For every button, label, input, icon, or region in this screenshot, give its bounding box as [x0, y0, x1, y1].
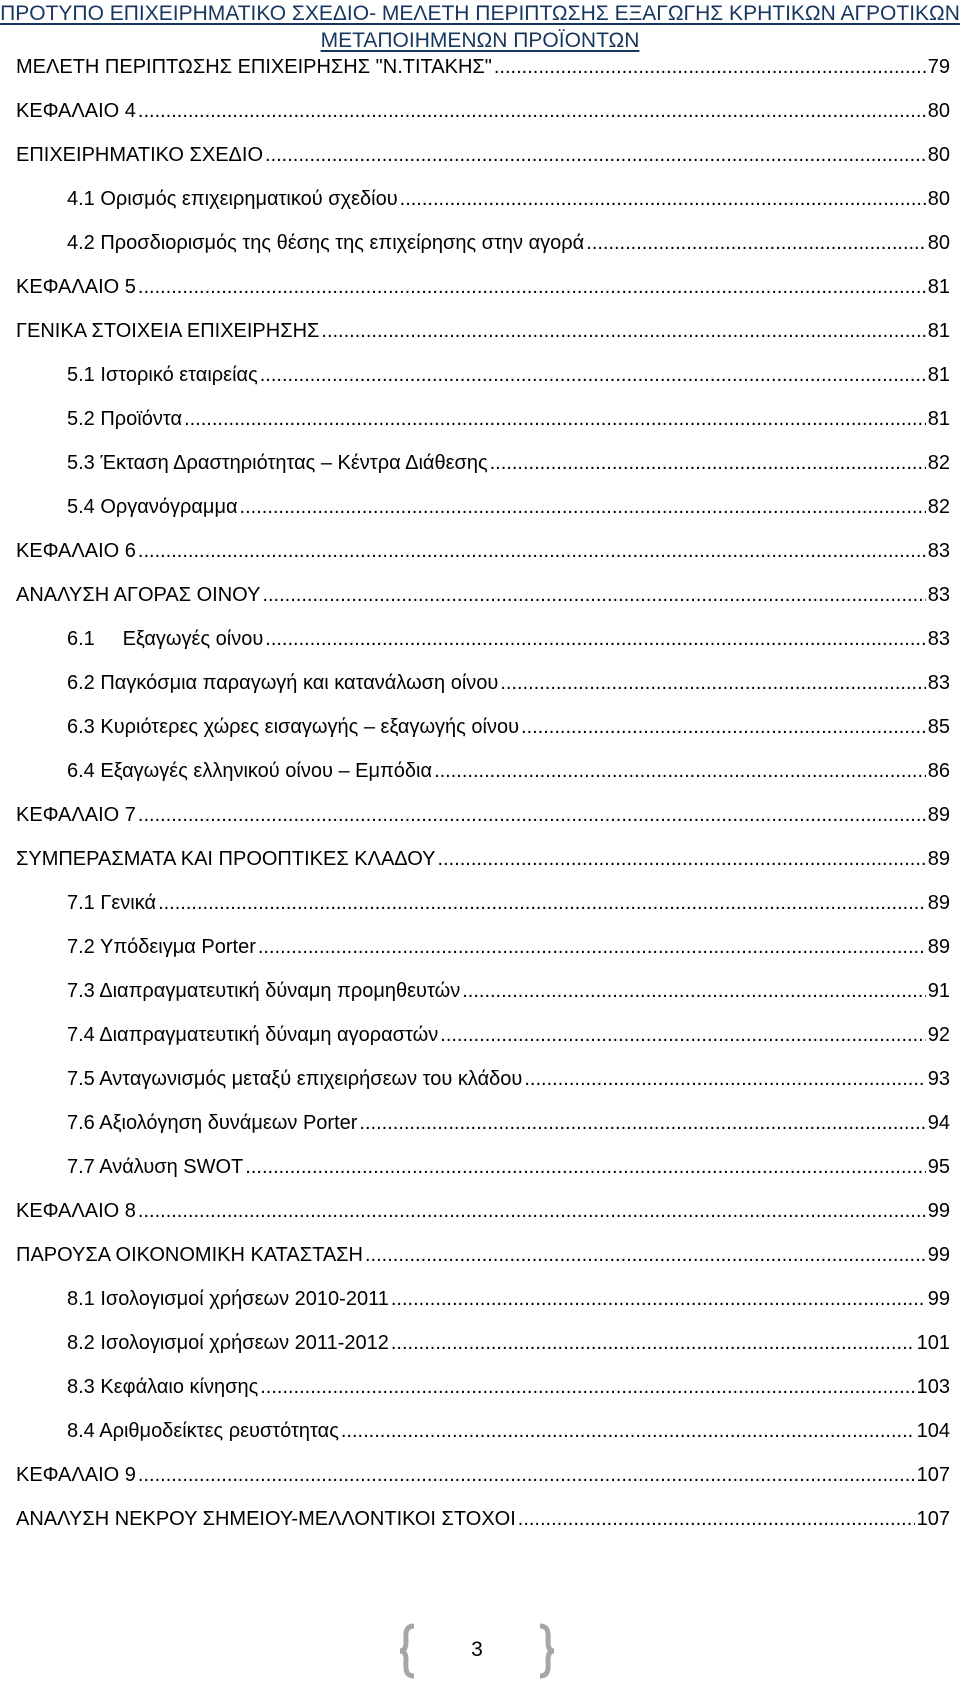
toc-leader-dots — [245, 1153, 925, 1181]
toc-entry-title: 8.1 Ισολογισμοί χρήσεων 2010-2011 — [67, 1288, 389, 1310]
toc-entry-page: 92 — [927, 1024, 950, 1046]
toc-entry-7-1[interactable] — [16, 889, 950, 933]
toc-entry-title: 6.3 Κυριότερες χώρες εισαγωγής – εξαγωγής οίνου — [67, 716, 520, 738]
toc-leader-dots — [518, 1505, 915, 1533]
toc-entry-page: 81 — [927, 408, 950, 430]
toc-entry-page: 94 — [927, 1112, 950, 1134]
toc-entry-wine-market[interactable] — [16, 581, 950, 625]
toc-entry-title: 7.7 Ανάλυση SWOT — [67, 1156, 244, 1178]
toc-leader-dots — [586, 229, 926, 257]
toc-leader-dots — [437, 845, 925, 873]
toc-leader-dots — [462, 977, 926, 1005]
toc-entry-8-4[interactable] — [16, 1417, 950, 1461]
toc-entry-title: 8.2 Ισολογισμοί χρήσεων 2011-2012 — [67, 1332, 389, 1354]
toc-entry-page: 99 — [927, 1244, 950, 1266]
toc-leader-dots — [260, 1373, 914, 1401]
toc-entry-company-info[interactable] — [16, 317, 950, 361]
toc-entry-title: 5.1 Ιστορικό εταιρείας — [67, 364, 258, 386]
toc-entry-conclusions[interactable] — [16, 845, 950, 889]
toc-entry-page: 95 — [927, 1156, 950, 1178]
toc-entry-financial-status[interactable] — [16, 1241, 950, 1285]
toc-entry-title: ΚΕΦΑΛΑΙΟ 9 — [16, 1464, 136, 1486]
toc-leader-dots — [262, 581, 925, 609]
toc-entry-title: ΚΕΦΑΛΑΙΟ 4 — [16, 100, 136, 122]
toc-entry-page: 83 — [927, 540, 950, 562]
toc-entry-7-3[interactable] — [16, 977, 950, 1021]
toc-leader-dots — [138, 1461, 915, 1489]
toc-entry-title: 6.4 Εξαγωγές ελληνικού οίνου – Εμπόδια — [67, 760, 433, 782]
toc-entry-page: 86 — [927, 760, 950, 782]
toc-entry-title: 8.3 Κεφάλαιο κίνησης — [67, 1376, 259, 1398]
toc-entry-5-4[interactable] — [16, 493, 950, 537]
toc-leader-dots — [184, 405, 926, 433]
toc-leader-dots — [490, 449, 926, 477]
toc-leader-dots — [321, 317, 925, 345]
header-title-line-1: ΠΡΟΤΥΠΟ ΕΠΙΧΕΙΡΗΜΑΤΙΚΟ ΣΧΕΔΙΟ- ΜΕΛΕΤΗ ΠΕΡΙΠΤΩΣΗΣ ΕΞΑΓΩΓΗΣ ΚΡΗΤΙΚΩΝ ΑΓΡΟΤΙΚΩΝ — [0, 2, 960, 25]
toc-entry-chapter-8[interactable] — [16, 1197, 950, 1241]
toc-entry-page: 80 — [927, 188, 950, 210]
toc-entry-title: ΜΕΛΕΤΗ ΠΕΡΙΠΤΩΣΗΣ ΕΠΙΧΕΙΡΗΣΗΣ "Ν.ΤΙΤΑΚΗΣ" — [16, 56, 492, 78]
toc-entry-title: ΣΥΜΠΕΡΑΣΜΑΤΑ ΚΑΙ ΠΡΟΟΠΤΙΚΕΣ ΚΛΑΔΟΥ — [16, 848, 436, 870]
toc-leader-dots — [391, 1285, 926, 1313]
toc-leader-dots — [158, 889, 926, 917]
toc-entry-6-2[interactable] — [16, 669, 950, 713]
toc-entry-title: 6.2 Παγκόσμια παραγωγή και κατανάλωση οίνου — [67, 672, 499, 694]
toc-entry-chapter-9[interactable] — [16, 1461, 950, 1505]
toc-entry-title: 7.2 Υπόδειγμα Porter — [67, 936, 256, 958]
toc-entry-7-6[interactable] — [16, 1109, 950, 1153]
toc-leader-dots — [440, 1021, 925, 1049]
toc-entry-title: 7.3 Διαπραγματευτική δύναμη προμηθευτών — [67, 980, 461, 1002]
toc-entry-title: ΑΝΑΛΥΣΗ ΝΕΚΡΟΥ ΣΗΜΕΙΟΥ-ΜΕΛΛΟΝΤΙΚΟΙ ΣΤΟΧΟΙ — [16, 1508, 516, 1530]
toc-entry-page: 103 — [916, 1376, 950, 1398]
toc-entry-7-7[interactable] — [16, 1153, 950, 1197]
page-footer — [398, 1622, 556, 1680]
page-header — [0, 0, 960, 54]
toc-entry-page: 89 — [927, 804, 950, 826]
toc-leader-dots — [400, 185, 926, 213]
toc-entry-title: ΚΕΦΑΛΑΙΟ 6 — [16, 540, 136, 562]
toc-entry-8-1[interactable] — [16, 1285, 950, 1329]
toc-leader-dots — [341, 1417, 915, 1445]
toc-entry-5-1[interactable] — [16, 361, 950, 405]
toc-entry-title: 4.1 Ορισμός επιχειρηματικού σχεδίου — [67, 188, 398, 210]
toc-entry-case-study[interactable] — [16, 53, 950, 97]
toc-entry-4-1[interactable] — [16, 185, 950, 229]
toc-entry-8-2[interactable] — [16, 1329, 950, 1373]
toc-entry-page: 80 — [927, 232, 950, 254]
toc-entry-page: 79 — [927, 56, 950, 78]
toc-entry-title: ΚΕΦΑΛΑΙΟ 8 — [16, 1200, 136, 1222]
toc-leader-dots — [265, 141, 926, 169]
toc-entry-page: 104 — [916, 1420, 950, 1442]
toc-entry-title: 4.2 Προσδιορισμός της θέσης της επιχείρησης στην αγορά — [67, 232, 585, 254]
toc-entry-page: 89 — [927, 892, 950, 914]
toc-entry-6-1[interactable] — [16, 625, 950, 669]
toc-entry-title: 7.4 Διαπραγματευτική δύναμη αγοραστών — [67, 1024, 439, 1046]
toc-leader-dots — [521, 713, 926, 741]
toc-leader-dots — [434, 757, 926, 785]
toc-entry-title: ΠΑΡΟΥΣΑ ΟΙΚΟΝΟΜΙΚΗ ΚΑΤΑΣΤΑΣΗ — [16, 1244, 363, 1266]
toc-entry-6-4[interactable] — [16, 757, 950, 801]
toc-entry-page: 82 — [927, 496, 950, 518]
toc-entry-chapter-4[interactable] — [16, 97, 950, 141]
toc-entry-title: 6.1 Εξαγωγές οίνου — [67, 628, 264, 650]
toc-entry-page: 80 — [927, 100, 950, 122]
toc-leader-dots — [359, 1109, 925, 1137]
toc-entry-title: 7.5 Ανταγωνισμός μεταξύ επιχειρήσεων του κλάδου — [67, 1068, 523, 1090]
toc-entry-7-2[interactable] — [16, 933, 950, 977]
toc-leader-dots — [258, 933, 926, 961]
toc-entry-page: 81 — [927, 276, 950, 298]
toc-entry-page: 83 — [927, 628, 950, 650]
toc-entry-page: 83 — [927, 672, 950, 694]
toc-entry-page: 93 — [927, 1068, 950, 1090]
toc-leader-dots — [260, 361, 926, 389]
toc-entry-7-4[interactable] — [16, 1021, 950, 1065]
toc-entry-page: 107 — [916, 1508, 950, 1530]
toc-entry-title: 5.2 Προϊόντα — [67, 408, 183, 430]
toc-leader-dots — [524, 1065, 925, 1093]
page-number: 3 — [471, 1638, 483, 1661]
toc-entry-page: 99 — [927, 1288, 950, 1310]
toc-entry-page: 91 — [927, 980, 950, 1002]
toc-entry-title: ΓΕΝΙΚΑ ΣΤΟΙΧΕΙΑ ΕΠΙΧΕΙΡΗΣΗΣ — [16, 320, 320, 342]
toc-entry-title: 5.3 Έκταση Δραστηριότητας – Κέντρα Διάθεσης — [67, 452, 488, 474]
toc-entry-8-3[interactable] — [16, 1373, 950, 1417]
header-title-line-2: ΜΕΤΑΠΟΙΗΜΕΝΩΝ ΠΡΟΪΟΝΤΩΝ — [320, 29, 640, 52]
toc-entry-page: 107 — [916, 1464, 950, 1486]
toc-entry-5-2[interactable] — [16, 405, 950, 449]
toc-entry-business-plan[interactable] — [16, 141, 950, 185]
toc-entry-chapter-6[interactable] — [16, 537, 950, 581]
toc-leader-dots — [494, 53, 926, 81]
toc-entry-title: ΚΕΦΑΛΑΙΟ 5 — [16, 276, 136, 298]
toc-entry-page: 99 — [927, 1200, 950, 1222]
toc-entry-page: 80 — [927, 144, 950, 166]
toc-entry-title: ΑΝΑΛΥΣΗ ΑΓΟΡΑΣ ΟΙΝΟΥ — [16, 584, 261, 606]
toc-leader-dots — [365, 1241, 926, 1269]
toc-leader-dots — [138, 97, 926, 125]
toc-entry-chapter-5[interactable] — [16, 273, 950, 317]
toc-entry-6-3[interactable] — [16, 713, 950, 757]
toc-leader-dots — [240, 493, 926, 521]
toc-leader-dots — [138, 537, 926, 565]
toc-entry-title: ΚΕΦΑΛΑΙΟ 7 — [16, 804, 136, 826]
toc-entry-title: 5.4 Οργανόγραμμα — [67, 496, 238, 518]
toc-entry-title: 7.6 Αξιολόγηση δυνάμεων Porter — [67, 1112, 358, 1134]
toc-leader-dots — [138, 801, 926, 829]
toc-leader-dots — [138, 273, 926, 301]
toc-entry-title: 8.4 Αριθμοδείκτες ρευστότητας — [67, 1420, 339, 1442]
toc-entry-page: 89 — [927, 936, 950, 958]
toc-entry-page: 82 — [927, 452, 950, 474]
toc-entry-4-2[interactable] — [16, 229, 950, 273]
table-of-contents — [16, 53, 950, 1549]
toc-entry-5-3[interactable] — [16, 449, 950, 493]
toc-leader-dots — [138, 1197, 926, 1225]
toc-entry-page: 89 — [927, 848, 950, 870]
toc-leader-dots — [391, 1329, 915, 1357]
toc-leader-dots — [500, 669, 925, 697]
toc-entry-chapter-7[interactable] — [16, 801, 950, 845]
toc-entry-7-5[interactable] — [16, 1065, 950, 1109]
toc-entry-page: 81 — [927, 364, 950, 386]
toc-entry-page: 81 — [927, 320, 950, 342]
toc-entry-title: ΕΠΙΧΕΙΡΗΜΑΤΙΚΟ ΣΧΕΔΙΟ — [16, 144, 264, 166]
toc-entry-break-even[interactable] — [16, 1505, 950, 1549]
toc-leader-dots — [265, 625, 925, 653]
toc-entry-title: 7.1 Γενικά — [67, 892, 157, 914]
toc-entry-page: 83 — [927, 584, 950, 606]
toc-entry-page: 85 — [927, 716, 950, 738]
toc-entry-page: 101 — [916, 1332, 950, 1354]
